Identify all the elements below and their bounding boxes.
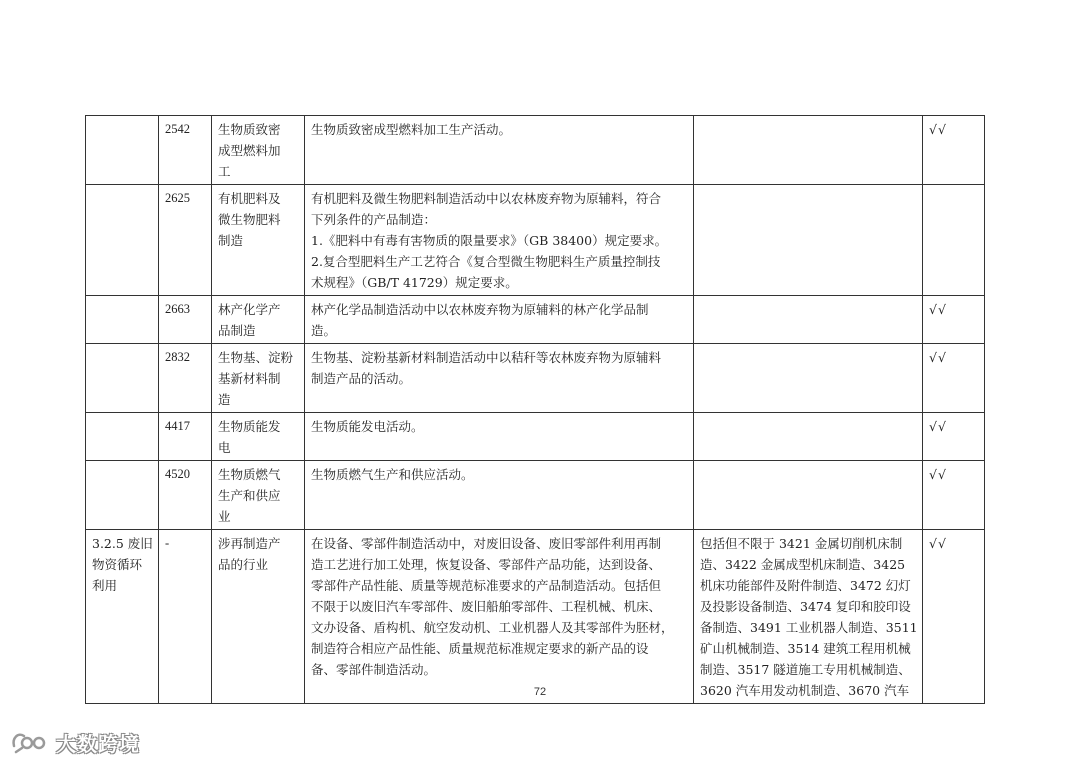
- cell-line: 造。: [311, 323, 337, 338]
- cell-line: 品的行业: [218, 557, 269, 572]
- category-cell: [86, 296, 159, 344]
- cell-line: 2.复合型肥料生产工艺符合《复合型微生物肥料生产质量控制技: [311, 254, 661, 269]
- cell-line: 生物质燃气: [218, 467, 281, 482]
- cell-line: 机床功能部件及附件制造、3472 幻灯: [700, 578, 911, 593]
- cell-line: 生物质燃气生产和供应活动。: [311, 467, 474, 482]
- cell-line: 生物质能发电活动。: [311, 419, 424, 434]
- classification-table: [85, 115, 985, 704]
- cell-line: 利用: [92, 578, 118, 593]
- table-row: [86, 296, 985, 344]
- mark-cell: √√: [923, 116, 985, 185]
- description-cell: [305, 461, 694, 530]
- category-cell: [86, 413, 159, 461]
- cell-line: 制造、3517 隧道施工专用机械制造、: [700, 662, 911, 677]
- note-cell: [694, 296, 923, 344]
- cell-line: 生产和供应: [218, 488, 281, 503]
- table-row: [86, 461, 985, 530]
- table-body: [86, 116, 985, 704]
- code-cell: 2832: [159, 344, 212, 413]
- note-cell: [694, 344, 923, 413]
- watermark: [10, 726, 140, 758]
- page-number: 72: [533, 686, 547, 698]
- cell-line: 工: [218, 164, 231, 179]
- watermark-text: 大数跨境: [56, 731, 140, 756]
- code-cell: 4417: [159, 413, 212, 461]
- cell-line: 制造: [218, 233, 244, 248]
- cell-line: 涉再制造产: [218, 536, 281, 551]
- brand-logo-icon: [10, 728, 50, 756]
- cell-line: 成型燃料加: [218, 143, 281, 158]
- cell-line: 矿山机械制造、3514 建筑工程用机械: [700, 641, 911, 656]
- cell-line: 生物质致密成型燃料加工生产活动。: [311, 122, 512, 137]
- cell-line: 文办设备、盾构机、航空发动机、工业机器人及其零部件为胚材，: [311, 620, 674, 635]
- cell-line: 业: [218, 509, 231, 524]
- industry-name-cell: [212, 461, 305, 530]
- cell-line: 生物质能发: [218, 419, 281, 434]
- cell-line: 术规程》（GB/T 41729）规定要求。: [311, 275, 518, 290]
- note-cell: [694, 185, 923, 296]
- table-row: [86, 116, 985, 185]
- cell-line: 3620 汽车用发动机制造、3670 汽车: [700, 683, 910, 698]
- code-cell: -: [159, 530, 212, 704]
- cell-line: 基新材料制: [218, 371, 281, 386]
- description-cell: [305, 296, 694, 344]
- code-cell: 4520: [159, 461, 212, 530]
- description-cell: [305, 344, 694, 413]
- description-cell: [305, 185, 694, 296]
- industry-name-cell: [212, 185, 305, 296]
- table-row: [86, 530, 985, 704]
- cell-line: 3.2.5 废旧: [92, 536, 153, 551]
- mark-cell: √√: [923, 344, 985, 413]
- cell-line: 及投影设备制造、3474 复印和胶印设: [700, 599, 911, 614]
- description-cell: [305, 116, 694, 185]
- cell-line: 造、3422 金属成型机床制造、3425: [700, 557, 906, 572]
- table-row: [86, 413, 985, 461]
- industry-name-cell: [212, 296, 305, 344]
- cell-line: 造: [218, 392, 231, 407]
- mark-cell: √√: [923, 413, 985, 461]
- cell-line: 电: [218, 440, 231, 455]
- category-cell: [86, 530, 159, 704]
- table-row: [86, 185, 985, 296]
- cell-line: 制造产品的活动。: [311, 371, 412, 386]
- cell-line: 制造符合相应产品性能、质量规范标准规定要求的新产品的设: [311, 641, 649, 656]
- cell-line: 林产化学产: [218, 302, 281, 317]
- cell-line: 物资循环: [92, 557, 143, 572]
- cell-line: 零部件产品性能、质量等规范标准要求的产品制造活动。包括但: [311, 578, 662, 593]
- category-cell: [86, 116, 159, 185]
- cell-line: 生物基、淀粉: [218, 350, 294, 365]
- description-cell: [305, 413, 694, 461]
- cell-line: 林产化学品制造活动中以农林废弃物为原辅料的林产化学品制: [311, 302, 649, 317]
- cell-line: 生物基、淀粉基新材料制造活动中以秸秆等农林废弃物为原辅料: [311, 350, 662, 365]
- mark-cell: √√: [923, 530, 985, 704]
- cell-line: 造工艺进行加工处理，恢复设备、零部件产品功能，达到设备、: [311, 557, 662, 572]
- mark-cell: √√: [923, 461, 985, 530]
- cell-line: 有机肥料及: [218, 191, 281, 206]
- cell-line: 备、零部件制造活动。: [311, 662, 437, 677]
- cell-line: 备制造、3491 工业机器人制造、3511: [700, 620, 918, 635]
- category-cell: [86, 461, 159, 530]
- cell-line: 有机肥料及微生物肥料制造活动中以农林废弃物为原辅料，符合: [311, 191, 662, 206]
- note-cell: [694, 530, 923, 704]
- cell-line: 下列条件的产品制造：: [311, 212, 437, 227]
- note-cell: [694, 116, 923, 185]
- code-cell: 2625: [159, 185, 212, 296]
- cell-line: 生物质致密: [218, 122, 281, 137]
- description-cell: [305, 530, 694, 704]
- note-cell: [694, 461, 923, 530]
- mark-cell: √√: [923, 296, 985, 344]
- table-row: [86, 344, 985, 413]
- category-cell: [86, 344, 159, 413]
- cell-line: 在设备、零部件制造活动中，对废旧设备、废旧零部件利用再制: [311, 536, 662, 551]
- industry-name-cell: [212, 530, 305, 704]
- cell-line: 1.《肥料中有毒有害物质的限量要求》（GB 38400）规定要求。: [311, 233, 668, 248]
- code-cell: 2663: [159, 296, 212, 344]
- cell-line: 微生物肥料: [218, 212, 281, 227]
- industry-name-cell: [212, 344, 305, 413]
- cell-line: 品制造: [218, 323, 256, 338]
- category-cell: [86, 185, 159, 296]
- cell-line: 包括但不限于 3421 金属切削机床制: [700, 536, 903, 551]
- mark-cell: [923, 185, 985, 296]
- industry-name-cell: [212, 413, 305, 461]
- industry-name-cell: [212, 116, 305, 185]
- code-cell: 2542: [159, 116, 212, 185]
- note-cell: [694, 413, 923, 461]
- cell-line: 不限于以废旧汽车零部件、废旧船舶零部件、工程机械、机床、: [311, 599, 662, 614]
